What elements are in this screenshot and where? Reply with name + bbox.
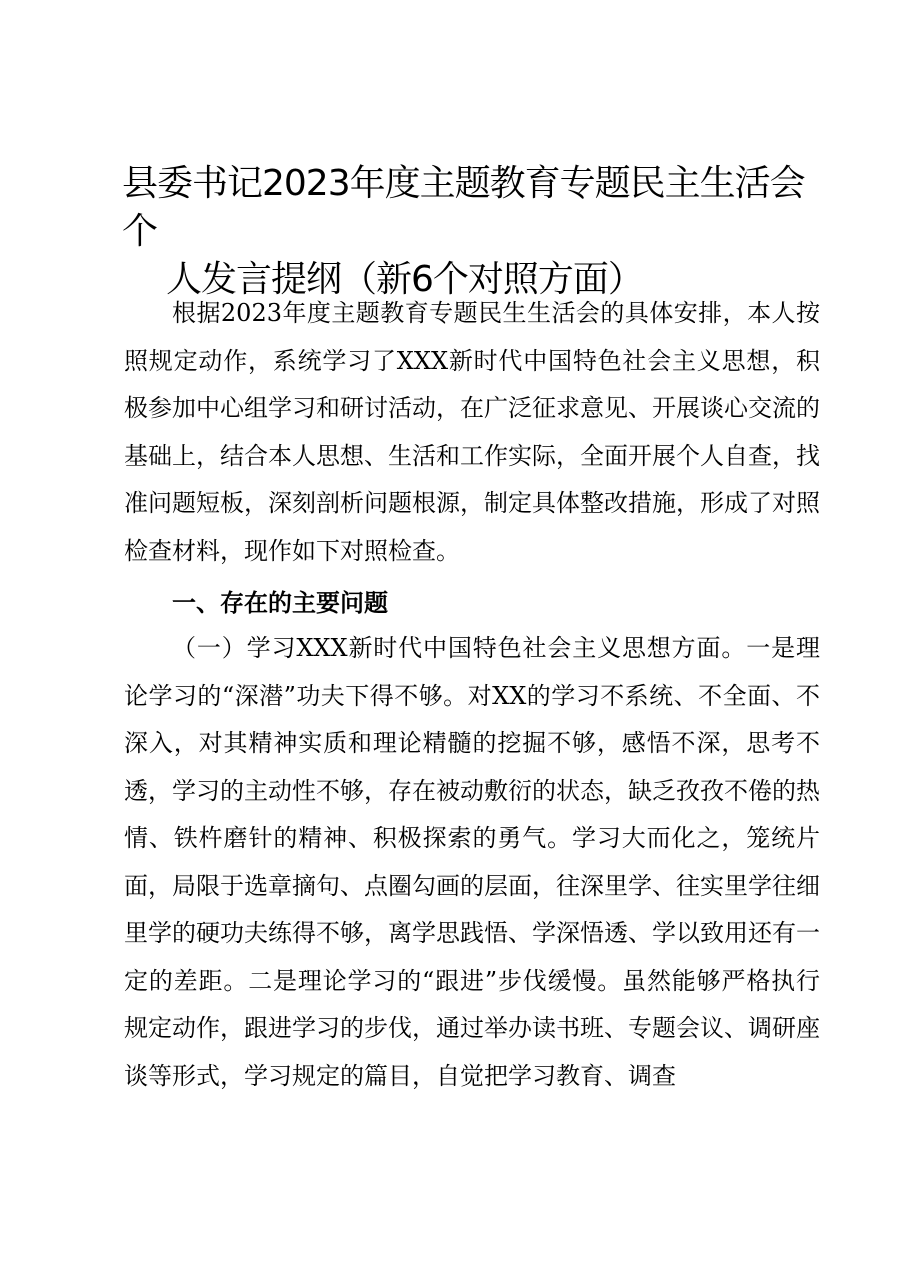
document-title — [110, 160, 810, 304]
section-paragraph: （一）学习XXX新时代中国特色社会主义思想方面。一是理论学习的“深潜”功夫下得不够。对XX的学习不系统、不全面、不深入，对其精神实质和理论精髓的挖掘不够，感悟不深，思考不透，学习的主动性不够，存在被动敷衍的状态，缺乏孜孜不倦的热情、铁杵磨针的精神、积极探索的勇气。学习大而化之，笼统片面，局限于选章摘句、点圈勾画的层面，往深里学、往实里学往细里学的硬功夫练得不够，离学思践悟、学深悟透、学以致用还有一定的差距。二是理论学习的“跟进”步伐缓慢。虽然能够严格执行规定动作，跟进学习的步伐，通过举办读书班、专题会议、调研座谈等形式，学习规定的篇目，自觉把学习教育、调查 — [124, 634, 820, 1090]
title-line-1: 县委书记2023年度主题教育专题民主生活会个 — [122, 163, 805, 252]
title-line-2: 人发言提纲（新6个对照方面） — [166, 259, 643, 300]
section-heading: 一、存在的主要问题 — [172, 589, 388, 617]
intro-paragraph: 根据2023年度主题教育专题民生生活会的具体安排，本人按照规定动作，系统学习了XXX新时代中国特色社会主义思想，积极参加中心组学习和研讨活动，在广泛征求意见、开展谈心交流的基础上，结合本人思想、生活和工作实际，全面开展个人自查，找准问题短板，深刻剖析问题根源，制定具体整改措施，形成了对照检查材料，现作如下对照检查。 — [124, 299, 820, 565]
